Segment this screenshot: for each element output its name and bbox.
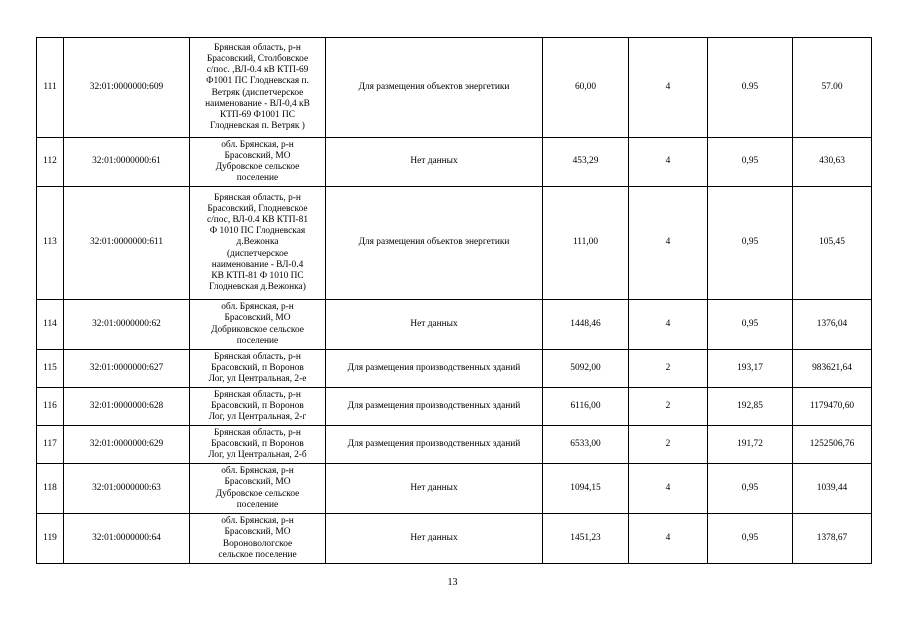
coefficient-2-cell: 0,95 bbox=[708, 300, 793, 350]
row-number-cell: 113 bbox=[37, 187, 64, 300]
coefficient-1-cell: 4 bbox=[629, 187, 708, 300]
address-line: обл. Брянская, р-н bbox=[221, 302, 294, 313]
table-row bbox=[37, 350, 872, 388]
coefficient-2-cell: 0,95 bbox=[708, 187, 793, 300]
address-line: наименование - ВЛ-0.4 bbox=[211, 259, 304, 270]
address-line: Брянская область, р-н bbox=[214, 351, 301, 362]
address-line: КТП-69 Ф1001 ПС bbox=[219, 109, 296, 120]
usage-cell: Нет данных bbox=[326, 300, 543, 350]
address-cell bbox=[190, 187, 326, 300]
cadastral-number-cell: 32:01:0000000:629 bbox=[64, 426, 190, 464]
address-line: Брянская область, р-н bbox=[214, 192, 301, 203]
address-cell bbox=[190, 138, 326, 187]
usage-cell: Нет данных bbox=[326, 138, 543, 187]
address-line: Брасовский, МО bbox=[224, 527, 291, 538]
address-line: Лог, ул Центральная, 2-б bbox=[208, 450, 307, 461]
area-cell: 6116,00 bbox=[543, 388, 629, 426]
address-cell bbox=[190, 300, 326, 350]
coefficient-2-cell: 193,17 bbox=[708, 350, 793, 388]
coefficient-1-cell: 4 bbox=[629, 300, 708, 350]
address-line: (диспетчерское bbox=[226, 248, 289, 259]
coefficient-1-cell: 2 bbox=[629, 350, 708, 388]
address-line: поселение bbox=[236, 173, 279, 184]
usage-cell: Для размещения производственных зданий bbox=[326, 350, 543, 388]
address-line: обл. Брянская, р-н bbox=[221, 516, 294, 527]
address-line: Брасовский, МО bbox=[224, 150, 291, 161]
area-cell: 111,00 bbox=[543, 187, 629, 300]
value-cell: 1039,44 bbox=[793, 464, 872, 514]
coefficient-1-cell: 4 bbox=[629, 38, 708, 138]
address-line: поселение bbox=[236, 499, 279, 510]
coefficient-2-cell: 0,95 bbox=[708, 464, 793, 514]
address-line: Брасовский, МО bbox=[224, 477, 291, 488]
area-cell: 6533,00 bbox=[543, 426, 629, 464]
address-line: Добриковское сельское bbox=[211, 324, 304, 335]
coefficient-2-cell: 0,95 bbox=[708, 514, 793, 564]
row-number-cell: 118 bbox=[37, 464, 64, 514]
cadastral-number-cell: 32:01:0000000:627 bbox=[64, 350, 190, 388]
coefficient-2-cell: 192,85 bbox=[708, 388, 793, 426]
address-line: Брасовский, п Воронов bbox=[211, 400, 304, 411]
address-cell bbox=[190, 388, 326, 426]
cadastral-number-cell: 32:01:0000000:64 bbox=[64, 514, 190, 564]
row-number-cell: 119 bbox=[37, 514, 64, 564]
address-line: Брасовский, п Воронов bbox=[211, 362, 304, 373]
value-cell: 430,63 bbox=[793, 138, 872, 187]
value-cell: 983621,64 bbox=[793, 350, 872, 388]
area-cell: 1094,15 bbox=[543, 464, 629, 514]
cadastral-number-cell: 32:01:0000000:62 bbox=[64, 300, 190, 350]
coefficient-1-cell: 4 bbox=[629, 138, 708, 187]
address-line: с/пос. ,ВЛ-0.4 кВ КТП-69 bbox=[206, 65, 309, 76]
address-cell bbox=[190, 464, 326, 514]
value-cell: 1252506,76 bbox=[793, 426, 872, 464]
usage-cell: Для размещения объектов энергетики bbox=[326, 38, 543, 138]
area-cell: 60,00 bbox=[543, 38, 629, 138]
row-number-cell: 112 bbox=[37, 138, 64, 187]
address-cell bbox=[190, 38, 326, 138]
address-cell bbox=[190, 426, 326, 464]
address-line: Брасовский, Глодневское bbox=[207, 203, 308, 214]
area-cell: 1451,23 bbox=[543, 514, 629, 564]
usage-cell: Для размещения производственных зданий bbox=[326, 426, 543, 464]
table-row bbox=[37, 187, 872, 300]
address-line: Лог, ул Центральная, 2-г bbox=[208, 412, 307, 423]
address-line: д.Вежонка bbox=[236, 237, 279, 248]
address-line: Глодневская п. Ветряк ) bbox=[210, 121, 305, 132]
address-cell bbox=[190, 350, 326, 388]
table-row bbox=[37, 138, 872, 187]
coefficient-2-cell: 191,72 bbox=[708, 426, 793, 464]
address-line: Глодневская д.Вежонка) bbox=[209, 282, 306, 293]
usage-cell: Для размещения объектов энергетики bbox=[326, 187, 543, 300]
cadastral-number-cell: 32:01:0000000:609 bbox=[64, 38, 190, 138]
coefficient-1-cell: 4 bbox=[629, 514, 708, 564]
cadastral-number-cell: 32:01:0000000:628 bbox=[64, 388, 190, 426]
address-line: с/пос, ВЛ-0.4 КВ КТП-81 bbox=[206, 214, 309, 225]
usage-cell: Для размещения производственных зданий bbox=[326, 388, 543, 426]
row-number-cell: 115 bbox=[37, 350, 64, 388]
value-cell: 1376,04 bbox=[793, 300, 872, 350]
address-line: Ф 1010 ПС Глодневская bbox=[209, 226, 306, 237]
address-line: наименование - ВЛ-0,4 кВ bbox=[205, 98, 310, 109]
usage-cell: Нет данных bbox=[326, 464, 543, 514]
area-cell: 5092,00 bbox=[543, 350, 629, 388]
address-line: КВ КТП-81 Ф 1010 ПС bbox=[211, 271, 304, 281]
table-row bbox=[37, 388, 872, 426]
value-cell: 1378,67 bbox=[793, 514, 872, 564]
address-line: Брасовский, п Воронов bbox=[211, 438, 304, 449]
address-line: обл. Брянская, р-н bbox=[221, 466, 294, 477]
address-line: Брянская область, р-н bbox=[214, 427, 301, 438]
coefficient-2-cell: 0.95 bbox=[708, 38, 793, 138]
address-line: Брянская область, р-н bbox=[214, 42, 301, 53]
cadastral-number-cell: 32:01:0000000:61 bbox=[64, 138, 190, 187]
table-row bbox=[37, 426, 872, 464]
table-row bbox=[37, 38, 872, 138]
address-line: Дубровское сельское bbox=[215, 488, 300, 499]
cadastral-number-cell: 32:01:0000000:63 bbox=[64, 464, 190, 514]
row-number-cell: 117 bbox=[37, 426, 64, 464]
row-number-cell: 111 bbox=[37, 38, 64, 138]
cadastral-number-cell: 32:01:0000000:611 bbox=[64, 187, 190, 300]
address-line: Брасовский, Столбовское bbox=[206, 53, 309, 64]
table-row bbox=[37, 464, 872, 514]
value-cell: 57.00 bbox=[793, 38, 872, 138]
address-line: Дубровское сельское bbox=[215, 162, 300, 172]
address-cell bbox=[190, 514, 326, 564]
table-row bbox=[37, 514, 872, 564]
row-number-cell: 116 bbox=[37, 388, 64, 426]
cadastral-table bbox=[36, 37, 872, 564]
address-line: Брасовский, МО bbox=[224, 313, 291, 324]
address-line: Лог, ул Центральная, 2-е bbox=[208, 374, 307, 385]
usage-cell: Нет данных bbox=[326, 514, 543, 564]
address-line: обл. Брянская, р-н bbox=[221, 139, 294, 150]
area-cell: 453,29 bbox=[543, 138, 629, 187]
table-row bbox=[37, 300, 872, 350]
address-line: Вороновологское bbox=[222, 538, 293, 549]
row-number-cell: 114 bbox=[37, 300, 64, 350]
address-line: Ветряк (диспетчерское bbox=[211, 87, 304, 98]
page-number: 13 bbox=[447, 577, 458, 588]
address-line: сельское поселение bbox=[218, 549, 297, 560]
coefficient-1-cell: 4 bbox=[629, 464, 708, 514]
address-line: Брянская область, р-н bbox=[214, 389, 301, 400]
coefficient-2-cell: 0,95 bbox=[708, 138, 793, 187]
value-cell: 1179470,60 bbox=[793, 388, 872, 426]
value-cell: 105,45 bbox=[793, 187, 872, 300]
address-line: Ф1001 ПС Глодневская п. bbox=[206, 76, 309, 87]
address-line: поселение bbox=[236, 335, 279, 346]
coefficient-1-cell: 2 bbox=[629, 388, 708, 426]
coefficient-1-cell: 2 bbox=[629, 426, 708, 464]
area-cell: 1448,46 bbox=[543, 300, 629, 350]
